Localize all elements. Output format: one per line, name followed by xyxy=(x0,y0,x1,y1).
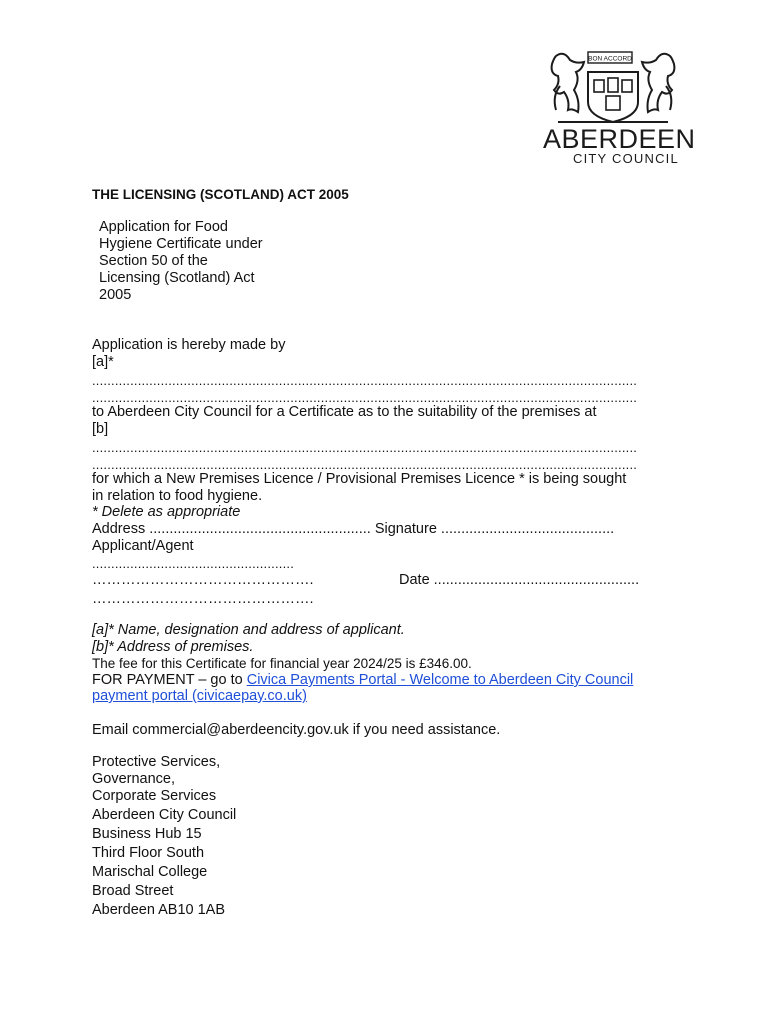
date-field[interactable]: Date ................................................... xyxy=(399,572,640,588)
subheading-line: Section 50 of the xyxy=(99,253,208,269)
address-line: Aberdeen AB10 1AB xyxy=(92,902,226,918)
applicant-agent-fill-line[interactable]: ………………………………………. xyxy=(92,572,314,588)
logo-name: ABERDEEN xyxy=(543,124,696,154)
note-b: [b]* Address of premises. xyxy=(92,639,254,655)
address-line: Protective Services, xyxy=(92,754,221,770)
fee-text: The fee for this Certificate for financial year 2024/25 is £346.00. xyxy=(92,656,472,671)
licence-text: in relation to food hygiene. xyxy=(92,488,263,504)
application-intro: Application is hereby made by xyxy=(92,337,286,353)
applicant-fill-line[interactable]: ............................................................................................................................................... xyxy=(92,374,638,388)
note-a: [a]* Name, designation and address of applicant. xyxy=(92,622,405,638)
subheading-line: Application for Food xyxy=(99,219,228,235)
logo-subtitle: CITY COUNCIL xyxy=(573,151,679,166)
address-line: Aberdeen City Council xyxy=(92,807,237,823)
to-council-text: to Aberdeen City Council for a Certificate as to the suitability of the premises at xyxy=(92,404,597,420)
delete-note: * Delete as appropriate xyxy=(92,504,241,520)
marker-b: [b] xyxy=(92,421,109,437)
subheading-line: 2005 xyxy=(99,287,132,303)
subheading-line: Hygiene Certificate under xyxy=(99,236,263,252)
payment-prefix: FOR PAYMENT – go to xyxy=(92,672,247,688)
applicant-agent-fill-line[interactable]: ………………………………………. xyxy=(92,591,314,607)
logo-motto: BON ACCORD xyxy=(588,55,632,63)
payment-line xyxy=(92,672,633,689)
address-line: Governance, xyxy=(92,771,176,787)
licence-text: for which a New Premises Licence / Provisional Premises Licence * is being sought xyxy=(92,471,627,487)
document-title: THE LICENSING (SCOTLAND) ACT 2005 xyxy=(92,187,349,202)
applicant-agent-label: Applicant/Agent xyxy=(92,538,194,554)
applicant-agent-fill-line[interactable]: ..................................................... xyxy=(92,557,295,571)
address-line: Corporate Services xyxy=(92,788,217,804)
address-line: Third Floor South xyxy=(92,845,205,861)
applicant-fill-line[interactable]: ............................................................................................................................................... xyxy=(92,391,638,405)
address-line: Marischal College xyxy=(92,864,208,880)
premises-fill-line[interactable]: ............................................................................................................................................... xyxy=(92,458,638,472)
premises-fill-line[interactable]: ............................................................................................................................................... xyxy=(92,441,638,455)
marker-a: [a]* xyxy=(92,354,114,370)
address-line: Business Hub 15 xyxy=(92,826,202,842)
address-line: Broad Street xyxy=(92,883,174,899)
civica-payment-link[interactable]: Civica Payments Portal - Welcome to Aberdeen City Council xyxy=(246,672,634,688)
civica-payment-link-continued[interactable]: payment portal (civicaepay.co.uk) xyxy=(92,688,307,704)
address-signature-line[interactable]: Address ....................................................... Signature ........................................... xyxy=(92,521,615,537)
assistance-email-text: Email commercial@aberdeencity.gov.uk if you need assistance. xyxy=(92,722,501,738)
subheading-line: Licensing (Scotland) Act xyxy=(99,270,255,286)
